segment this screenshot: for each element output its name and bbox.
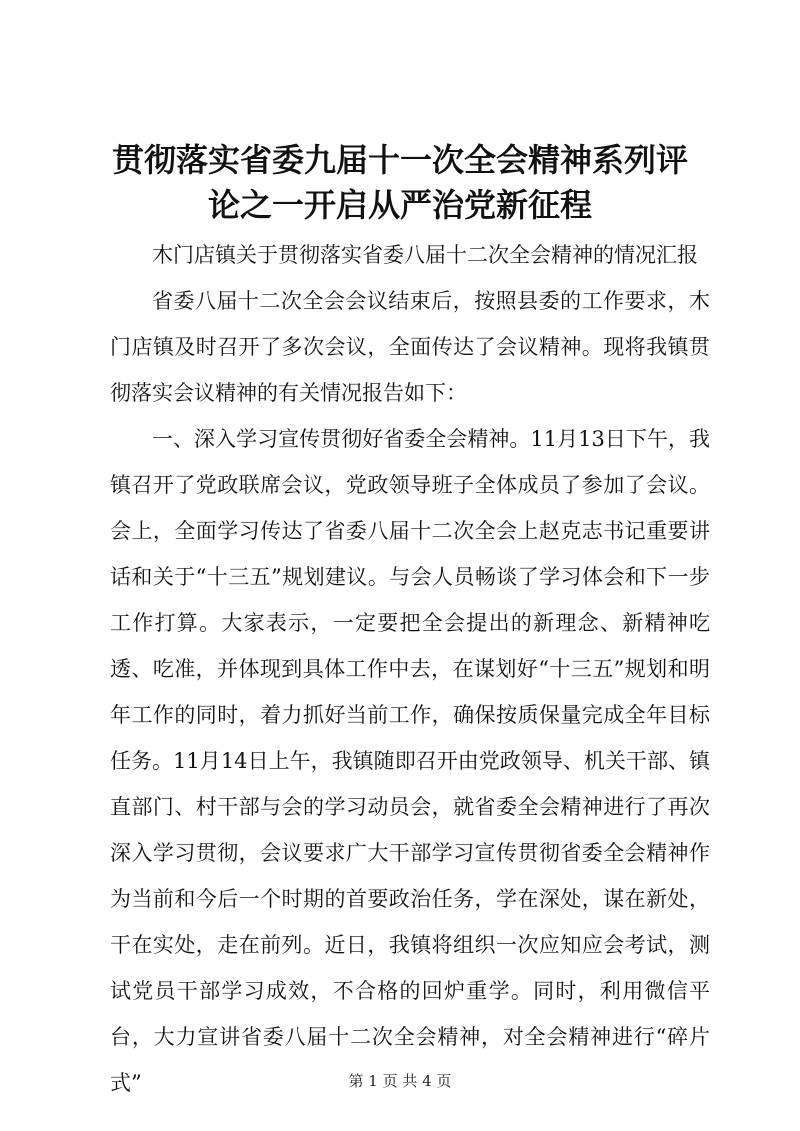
document-title: 贯彻落实省委九届十一次全会精神系列评论之一开启从严治党新征程 (111, 141, 688, 224)
paragraph-intro: 省委八届十二次全会会议结束后，按照县委的工作要求，木门店镇及时召开了多次会议，全面传达了会议精神。现将我镇贯彻落实会议精神的有关情况报告如下： (110, 289, 710, 405)
paragraph-report-heading: 木门店镇关于贯彻落实省委八届十二次全会精神的情况汇报 (152, 243, 698, 267)
document-body (110, 232, 710, 1106)
page-footer: 第 1 页 共 4 页 (348, 1072, 452, 1090)
paragraph-section-one: 一、深入学习宣传贯彻好省委全会精神。11月13日下午，我镇召开了党政联席会议，党政领导班子全体成员了参加了会议。会上，全面学习传达了省委八届十二次全会上赵克志书记重要讲话和关于“十三五”规划建议。与会人员畅谈了学习体会和下一步工作打算。大家表示，一定要把全会提出的新理念、新精神吃透、吃准，并体现到具体工作中去，在谋划好“十三五”规划和明年工作的同时，着力抓好当前工作，确保按质保量完成全年目标任务。11月14日上午，我镇随即召开由党政领导、机关干部、镇直部门、村干部与会的学习动员会，就省委全会精神进行了再次深入学习贯彻，会议要求广大干部学习宣传贯彻省委全会精神作为当前和今后一个时期的首要政治任务，学在深处，谋在新处，干在实处，走在前列。近日，我镇将组织一次应知应会考试，测试党员干部学习成效，不合格的回炉重学。同时，利用微信平台，大力宣讲省委八届十二次全会精神，对全会精神进行“碎片式” (110, 427, 710, 1095)
